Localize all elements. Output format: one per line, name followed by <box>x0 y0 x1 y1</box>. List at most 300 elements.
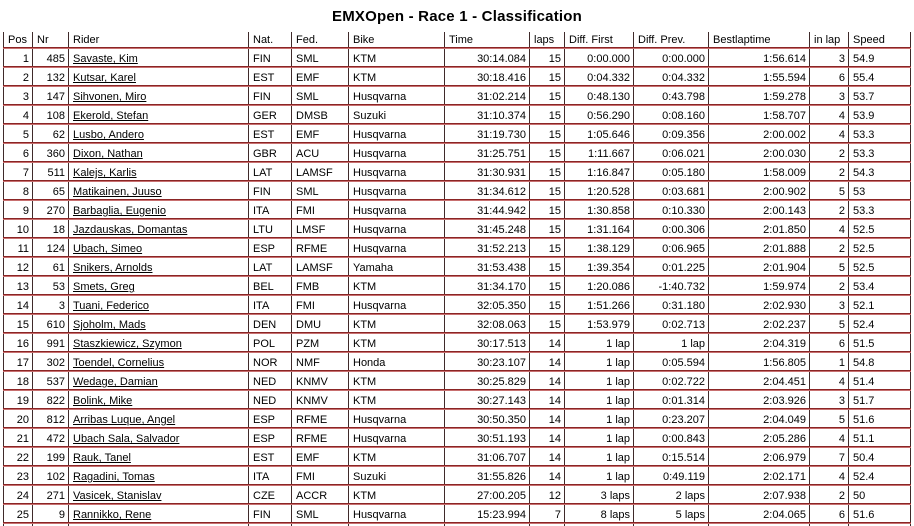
nat-cell: LAT <box>248 260 291 279</box>
bike-cell: KTM <box>348 374 444 393</box>
nat-cell: FIN <box>248 51 291 70</box>
time-cell: 30:17.513 <box>444 336 529 355</box>
laps-cell: 12 <box>529 488 564 507</box>
rider-link[interactable]: Dixon, Nathan <box>73 148 143 160</box>
time-cell: 30:25.829 <box>444 374 529 393</box>
diff-prev-cell: 0:00.000 <box>633 51 708 70</box>
rider-cell <box>68 469 248 488</box>
nr-cell: 270 <box>32 203 68 222</box>
in-lap-cell: 4 <box>809 127 848 146</box>
table-row <box>3 355 911 374</box>
pos-cell: 25 <box>3 507 32 526</box>
rider-link[interactable]: Lusbo, Andero <box>73 129 144 141</box>
laps-cell: 14 <box>529 450 564 469</box>
table-row <box>3 241 911 260</box>
rider-cell <box>68 374 248 393</box>
nr-cell: 102 <box>32 469 68 488</box>
diff-prev-cell: 2 laps <box>633 488 708 507</box>
diff-first-cell: 1:39.354 <box>564 260 633 279</box>
time-cell: 31:10.374 <box>444 108 529 127</box>
pos-cell: 20 <box>3 412 32 431</box>
speed-cell: 51.5 <box>848 336 911 355</box>
fed-cell: LMSF <box>291 222 348 241</box>
diff-prev-cell: 0:10.330 <box>633 203 708 222</box>
bestlaptime-cell: 2:03.926 <box>708 393 809 412</box>
bike-cell: Suzuki <box>348 108 444 127</box>
pos-cell: 2 <box>3 70 32 89</box>
bike-cell: Husqvarna <box>348 165 444 184</box>
rider-link[interactable]: Kutsar, Karel <box>73 72 136 84</box>
fed-cell: SML <box>291 507 348 526</box>
nr-cell: 3 <box>32 298 68 317</box>
diff-first-cell: 1 lap <box>564 374 633 393</box>
rider-link[interactable]: Wedage, Damian <box>73 376 158 388</box>
speed-cell: 52.5 <box>848 222 911 241</box>
speed-cell: 53.4 <box>848 279 911 298</box>
speed-cell: 52.4 <box>848 317 911 336</box>
bestlaptime-cell: 2:07.938 <box>708 488 809 507</box>
in-lap-cell: 2 <box>809 279 848 298</box>
table-body <box>3 51 911 526</box>
time-cell: 31:34.612 <box>444 184 529 203</box>
pos-cell: 16 <box>3 336 32 355</box>
laps-cell: 14 <box>529 336 564 355</box>
fed-cell: KNMV <box>291 393 348 412</box>
bestlaptime-cell: 1:58.707 <box>708 108 809 127</box>
rider-cell <box>68 317 248 336</box>
fed-cell: ACU <box>291 146 348 165</box>
diff-first-cell: 1 lap <box>564 431 633 450</box>
bestlaptime-cell: 2:04.049 <box>708 412 809 431</box>
pos-cell: 17 <box>3 355 32 374</box>
bike-cell: KTM <box>348 336 444 355</box>
fed-cell: ACCR <box>291 488 348 507</box>
bestlaptime-cell: 2:02.237 <box>708 317 809 336</box>
nat-cell: DEN <box>248 317 291 336</box>
fed-cell: NMF <box>291 355 348 374</box>
diff-first-cell: 0:04.332 <box>564 70 633 89</box>
rider-link[interactable]: Kalejs, Karlis <box>73 167 137 179</box>
in-lap-cell: 2 <box>809 165 848 184</box>
laps-cell: 15 <box>529 51 564 70</box>
bestlaptime-cell: 1:56.805 <box>708 355 809 374</box>
column-header-nat: Nat. <box>248 32 291 51</box>
bestlaptime-cell: 1:55.594 <box>708 70 809 89</box>
nr-cell: 610 <box>32 317 68 336</box>
speed-cell: 53 <box>848 184 911 203</box>
rider-link[interactable]: Rauk, Tanel <box>73 452 131 464</box>
bestlaptime-cell: 2:06.979 <box>708 450 809 469</box>
column-header-speed: Speed <box>848 32 911 51</box>
pos-cell: 1 <box>3 51 32 70</box>
bestlaptime-cell: 1:59.974 <box>708 279 809 298</box>
diff-prev-cell: 0:00.306 <box>633 222 708 241</box>
time-cell: 30:27.143 <box>444 393 529 412</box>
column-header-laps: laps <box>529 32 564 51</box>
diff-prev-cell: 0:02.713 <box>633 317 708 336</box>
diff-first-cell: 1:20.086 <box>564 279 633 298</box>
time-cell: 31:19.730 <box>444 127 529 146</box>
bike-cell: Husqvarna <box>348 146 444 165</box>
laps-cell: 14 <box>529 431 564 450</box>
column-header-diff-first: Diff. First <box>564 32 633 51</box>
diff-first-cell: 1:38.129 <box>564 241 633 260</box>
table-row <box>3 374 911 393</box>
pos-cell: 3 <box>3 89 32 108</box>
rider-link[interactable]: Sihvonen, Miro <box>73 91 147 103</box>
time-cell: 30:23.107 <box>444 355 529 374</box>
nr-cell: 537 <box>32 374 68 393</box>
bike-cell: Husqvarna <box>348 431 444 450</box>
nr-cell: 132 <box>32 70 68 89</box>
nat-cell: ITA <box>248 469 291 488</box>
in-lap-cell: 4 <box>809 431 848 450</box>
bestlaptime-cell: 2:04.319 <box>708 336 809 355</box>
nat-cell: ITA <box>248 298 291 317</box>
laps-cell: 15 <box>529 108 564 127</box>
rider-link[interactable]: Matikainen, Juuso <box>73 186 162 198</box>
diff-prev-cell: 1 lap <box>633 336 708 355</box>
nat-cell: FIN <box>248 184 291 203</box>
in-lap-cell: 4 <box>809 374 848 393</box>
rider-link[interactable]: Snikers, Arnolds <box>73 262 153 274</box>
rider-link[interactable]: Ubach Sala, Salvador <box>73 433 180 445</box>
nat-cell: LAT <box>248 165 291 184</box>
rider-link[interactable]: Barbaglia, Eugenio <box>73 205 166 217</box>
column-header-bike: Bike <box>348 32 444 51</box>
diff-prev-cell: -1:40.732 <box>633 279 708 298</box>
column-header-fed: Fed. <box>291 32 348 51</box>
rider-cell <box>68 127 248 146</box>
laps-cell: 15 <box>529 146 564 165</box>
column-header-rider: Rider <box>68 32 248 51</box>
diff-first-cell: 1 lap <box>564 412 633 431</box>
bike-cell: KTM <box>348 279 444 298</box>
diff-first-cell: 1:31.164 <box>564 222 633 241</box>
pos-cell: 4 <box>3 108 32 127</box>
time-cell: 31:45.248 <box>444 222 529 241</box>
speed-cell: 52.4 <box>848 469 911 488</box>
nr-cell: 485 <box>32 51 68 70</box>
rider-cell <box>68 51 248 70</box>
bestlaptime-cell: 2:00.030 <box>708 146 809 165</box>
pos-cell: 23 <box>3 469 32 488</box>
time-cell: 31:34.170 <box>444 279 529 298</box>
nat-cell: POL <box>248 336 291 355</box>
bike-cell: KTM <box>348 488 444 507</box>
diff-prev-cell: 0:01.314 <box>633 393 708 412</box>
bike-cell: Husqvarna <box>348 241 444 260</box>
nat-cell: BEL <box>248 279 291 298</box>
pos-cell: 7 <box>3 165 32 184</box>
rider-cell <box>68 260 248 279</box>
fed-cell: LAMSF <box>291 260 348 279</box>
rider-link[interactable]: Toendel, Cornelius <box>73 357 165 369</box>
time-cell: 32:08.063 <box>444 317 529 336</box>
nat-cell: EST <box>248 70 291 89</box>
rider-link[interactable]: Tuani, Federico <box>73 300 150 312</box>
speed-cell: 53.7 <box>848 89 911 108</box>
diff-prev-cell: 0:23.207 <box>633 412 708 431</box>
speed-cell: 51.6 <box>848 412 911 431</box>
rider-cell <box>68 336 248 355</box>
nat-cell: ESP <box>248 412 291 431</box>
speed-cell: 54.9 <box>848 51 911 70</box>
rider-cell <box>68 355 248 374</box>
laps-cell: 14 <box>529 374 564 393</box>
table-row <box>3 450 911 469</box>
diff-prev-cell: 0:15.514 <box>633 450 708 469</box>
rider-cell <box>68 108 248 127</box>
nr-cell: 9 <box>32 507 68 526</box>
bestlaptime-cell: 2:01.850 <box>708 222 809 241</box>
diff-prev-cell: 0:06.021 <box>633 146 708 165</box>
time-cell: 31:25.751 <box>444 146 529 165</box>
nat-cell: ESP <box>248 241 291 260</box>
bike-cell: Husqvarna <box>348 203 444 222</box>
nr-cell: 822 <box>32 393 68 412</box>
in-lap-cell: 2 <box>809 146 848 165</box>
nat-cell: ESP <box>248 431 291 450</box>
fed-cell: SML <box>291 51 348 70</box>
bike-cell: Honda <box>348 355 444 374</box>
column-header-nr: Nr <box>32 32 68 51</box>
speed-cell: 53.9 <box>848 108 911 127</box>
pos-cell: 19 <box>3 393 32 412</box>
table-header-row <box>3 32 911 51</box>
diff-prev-cell: 0:05.594 <box>633 355 708 374</box>
diff-prev-cell: 0:00.843 <box>633 431 708 450</box>
rider-link[interactable]: Smets, Greg <box>73 281 135 293</box>
rider-cell <box>68 165 248 184</box>
diff-prev-cell: 0:02.722 <box>633 374 708 393</box>
nat-cell: NED <box>248 393 291 412</box>
table-row <box>3 260 911 279</box>
table-row <box>3 317 911 336</box>
bike-cell: KTM <box>348 450 444 469</box>
in-lap-cell: 6 <box>809 507 848 526</box>
bike-cell: KTM <box>348 51 444 70</box>
nr-cell: 147 <box>32 89 68 108</box>
diff-first-cell: 0:48.130 <box>564 89 633 108</box>
rider-cell <box>68 488 248 507</box>
rider-cell <box>68 507 248 526</box>
column-header-in-lap: in lap <box>809 32 848 51</box>
in-lap-cell: 3 <box>809 51 848 70</box>
nr-cell: 199 <box>32 450 68 469</box>
speed-cell: 50.4 <box>848 450 911 469</box>
nat-cell: GER <box>248 108 291 127</box>
diff-prev-cell: 0:01.225 <box>633 260 708 279</box>
rider-cell <box>68 393 248 412</box>
nr-cell: 62 <box>32 127 68 146</box>
fed-cell: SML <box>291 89 348 108</box>
bestlaptime-cell: 1:59.278 <box>708 89 809 108</box>
rider-link[interactable]: Ubach, Simeo <box>73 243 143 255</box>
bestlaptime-cell: 1:58.009 <box>708 165 809 184</box>
fed-cell: LAMSF <box>291 165 348 184</box>
bestlaptime-cell: 2:01.888 <box>708 241 809 260</box>
time-cell: 31:53.438 <box>444 260 529 279</box>
speed-cell: 53.3 <box>848 127 911 146</box>
rider-link[interactable]: Arribas Luque, Angel <box>73 414 176 426</box>
rider-link[interactable]: Bolink, Mike <box>73 395 133 407</box>
diff-first-cell: 1:53.979 <box>564 317 633 336</box>
laps-cell: 15 <box>529 70 564 89</box>
table-row <box>3 298 911 317</box>
rider-cell <box>68 412 248 431</box>
time-cell: 30:14.084 <box>444 51 529 70</box>
nr-cell: 271 <box>32 488 68 507</box>
laps-cell: 15 <box>529 165 564 184</box>
diff-first-cell: 0:00.000 <box>564 51 633 70</box>
time-cell: 15:23.994 <box>444 507 529 526</box>
fed-cell: FMI <box>291 469 348 488</box>
fed-cell: SML <box>291 184 348 203</box>
fed-cell: FMB <box>291 279 348 298</box>
in-lap-cell: 2 <box>809 203 848 222</box>
bike-cell: Yamaha <box>348 260 444 279</box>
fed-cell: EMF <box>291 127 348 146</box>
pos-cell: 22 <box>3 450 32 469</box>
pos-cell: 18 <box>3 374 32 393</box>
bike-cell: Husqvarna <box>348 89 444 108</box>
table-row <box>3 184 911 203</box>
speed-cell: 51.1 <box>848 431 911 450</box>
diff-first-cell: 1 lap <box>564 469 633 488</box>
column-header-time: Time <box>444 32 529 51</box>
nat-cell: NED <box>248 374 291 393</box>
rider-cell <box>68 89 248 108</box>
laps-cell: 15 <box>529 89 564 108</box>
bestlaptime-cell: 2:00.902 <box>708 184 809 203</box>
pos-cell: 12 <box>3 260 32 279</box>
diff-prev-cell: 0:05.180 <box>633 165 708 184</box>
speed-cell: 54.8 <box>848 355 911 374</box>
time-cell: 31:02.214 <box>444 89 529 108</box>
time-cell: 32:05.350 <box>444 298 529 317</box>
fed-cell: FMI <box>291 203 348 222</box>
diff-first-cell: 1:30.858 <box>564 203 633 222</box>
time-cell: 30:51.193 <box>444 431 529 450</box>
time-cell: 30:18.416 <box>444 70 529 89</box>
column-header-diff-prev: Diff. Prev. <box>633 32 708 51</box>
diff-prev-cell: 0:31.180 <box>633 298 708 317</box>
time-cell: 31:30.931 <box>444 165 529 184</box>
rider-link[interactable]: Savaste, Kim <box>73 53 138 65</box>
laps-cell: 14 <box>529 469 564 488</box>
fed-cell: FMI <box>291 298 348 317</box>
table-row <box>3 51 911 70</box>
in-lap-cell: 1 <box>809 355 848 374</box>
nat-cell: FIN <box>248 89 291 108</box>
bike-cell: Husqvarna <box>348 412 444 431</box>
pos-cell: 15 <box>3 317 32 336</box>
nr-cell: 61 <box>32 260 68 279</box>
table-row <box>3 108 911 127</box>
rider-link[interactable]: Ragadini, Tomas <box>73 471 155 483</box>
diff-first-cell: 0:56.290 <box>564 108 633 127</box>
nat-cell: GBR <box>248 146 291 165</box>
rider-link[interactable]: Ekerold, Stefan <box>73 110 149 122</box>
bestlaptime-cell: 2:01.904 <box>708 260 809 279</box>
bestlaptime-cell: 2:04.065 <box>708 507 809 526</box>
nr-cell: 991 <box>32 336 68 355</box>
diff-prev-cell: 0:43.798 <box>633 89 708 108</box>
rider-link[interactable]: Vasicek, Stanislav <box>73 490 162 502</box>
diff-first-cell: 8 laps <box>564 507 633 526</box>
diff-first-cell: 1 lap <box>564 450 633 469</box>
column-header-pos: Pos <box>3 32 32 51</box>
table-row <box>3 469 911 488</box>
in-lap-cell: 5 <box>809 260 848 279</box>
laps-cell: 14 <box>529 412 564 431</box>
bestlaptime-cell: 2:00.143 <box>708 203 809 222</box>
nat-cell: ITA <box>248 203 291 222</box>
table-row <box>3 488 911 507</box>
page-title: EMXOpen - Race 1 - Classification <box>332 8 582 25</box>
diff-prev-cell: 0:08.160 <box>633 108 708 127</box>
bike-cell: Husqvarna <box>348 127 444 146</box>
in-lap-cell: 5 <box>809 184 848 203</box>
laps-cell: 7 <box>529 507 564 526</box>
fed-cell: RFME <box>291 241 348 260</box>
bike-cell: Husqvarna <box>348 298 444 317</box>
table-row <box>3 70 911 89</box>
table-row <box>3 127 911 146</box>
rider-cell <box>68 222 248 241</box>
rider-link[interactable]: Rannikko, Rene <box>73 509 152 521</box>
rider-cell <box>68 298 248 317</box>
laps-cell: 15 <box>529 222 564 241</box>
laps-cell: 14 <box>529 393 564 412</box>
rider-link[interactable]: Staszkiewicz, Szymon <box>73 338 182 350</box>
table-row <box>3 146 911 165</box>
column-header-bestlaptime: Bestlaptime <box>708 32 809 51</box>
bike-cell: Suzuki <box>348 469 444 488</box>
nat-cell: EST <box>248 450 291 469</box>
diff-first-cell: 1:11.667 <box>564 146 633 165</box>
fed-cell: EMF <box>291 70 348 89</box>
bestlaptime-cell: 2:05.286 <box>708 431 809 450</box>
laps-cell: 15 <box>529 317 564 336</box>
in-lap-cell: 5 <box>809 317 848 336</box>
table-row <box>3 412 911 431</box>
speed-cell: 53.3 <box>848 203 911 222</box>
laps-cell: 14 <box>529 355 564 374</box>
fed-cell: PZM <box>291 336 348 355</box>
rider-cell <box>68 203 248 222</box>
diff-first-cell: 1 lap <box>564 336 633 355</box>
nr-cell: 812 <box>32 412 68 431</box>
in-lap-cell: 5 <box>809 412 848 431</box>
pos-cell: 11 <box>3 241 32 260</box>
in-lap-cell: 3 <box>809 393 848 412</box>
pos-cell: 13 <box>3 279 32 298</box>
rider-link[interactable]: Jazdauskas, Domantas <box>73 224 188 236</box>
rider-cell <box>68 431 248 450</box>
speed-cell: 54.3 <box>848 165 911 184</box>
pos-cell: 6 <box>3 146 32 165</box>
nr-cell: 18 <box>32 222 68 241</box>
speed-cell: 55.4 <box>848 70 911 89</box>
nat-cell: LTU <box>248 222 291 241</box>
rider-link[interactable]: Sjoholm, Mads <box>73 319 146 331</box>
speed-cell: 51.6 <box>848 507 911 526</box>
in-lap-cell: 6 <box>809 70 848 89</box>
nr-cell: 511 <box>32 165 68 184</box>
speed-cell: 53.3 <box>848 146 911 165</box>
